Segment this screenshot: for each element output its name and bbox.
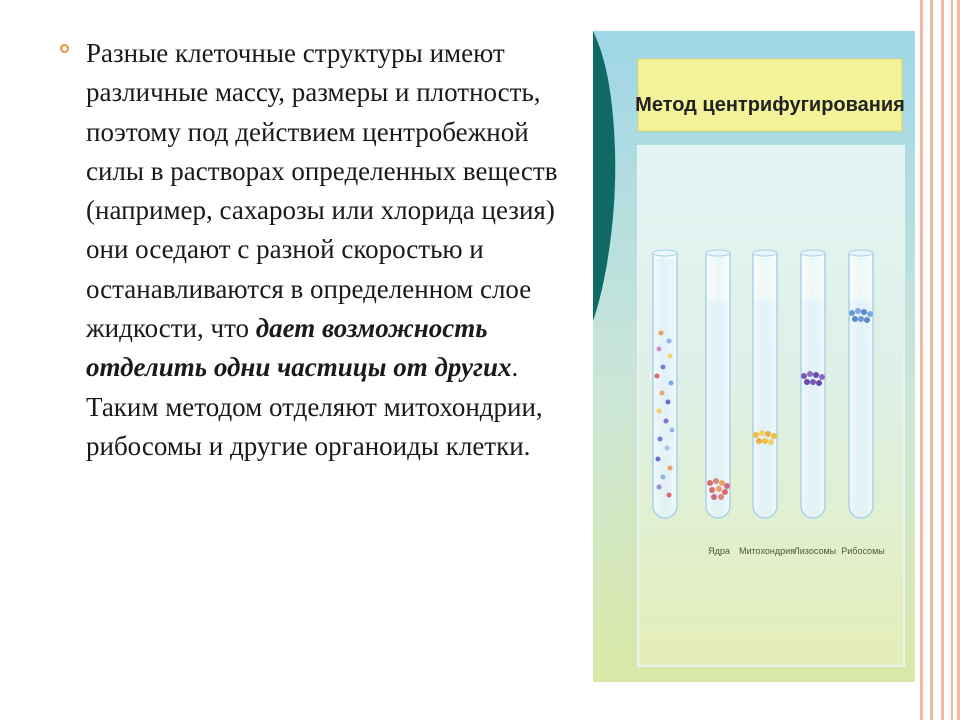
test-tube-band-middle — [801, 250, 825, 518]
centrifugation-illustration — [593, 31, 915, 682]
tube-label-ribosomes: Рибосомы — [841, 546, 885, 556]
tube-label-mitochondria: Митохондрия — [739, 546, 795, 556]
border-rail — [930, 0, 933, 720]
tube-label-nuclei: Ядра — [708, 546, 730, 556]
border-rail — [920, 0, 923, 720]
bullet-text — [86, 34, 566, 466]
border-rail — [941, 0, 944, 720]
tube-label-lysosomes: Лизосомы — [793, 546, 837, 556]
illustration-svg — [593, 31, 915, 682]
text-part-1: Разные клеточные структуры имеют различные массу, размеры и плотность, поэтому под действием центробежной силы в растворах определенных веществ (например, сахарозы или хлорида цезия) они оседают с разной скоростью и останавливаются в определенном слое жидкости, что — [86, 38, 558, 344]
test-tube-lysosomes — [753, 250, 777, 518]
test-tube-mitochondria — [706, 250, 730, 518]
text-part-3: . Таким методом отделяют митохондрии, рибосомы и другие органоиды клетки. — [86, 352, 543, 461]
illustration-title: Метод центрифугирования — [635, 94, 905, 116]
bullet-circle-icon — [60, 44, 69, 53]
test-tube-nuclei — [653, 250, 677, 518]
emphasis-text: дает возможность отделить одни частицы от других — [86, 313, 512, 383]
test-tube-band-top — [849, 250, 873, 518]
border-rail — [951, 0, 953, 720]
